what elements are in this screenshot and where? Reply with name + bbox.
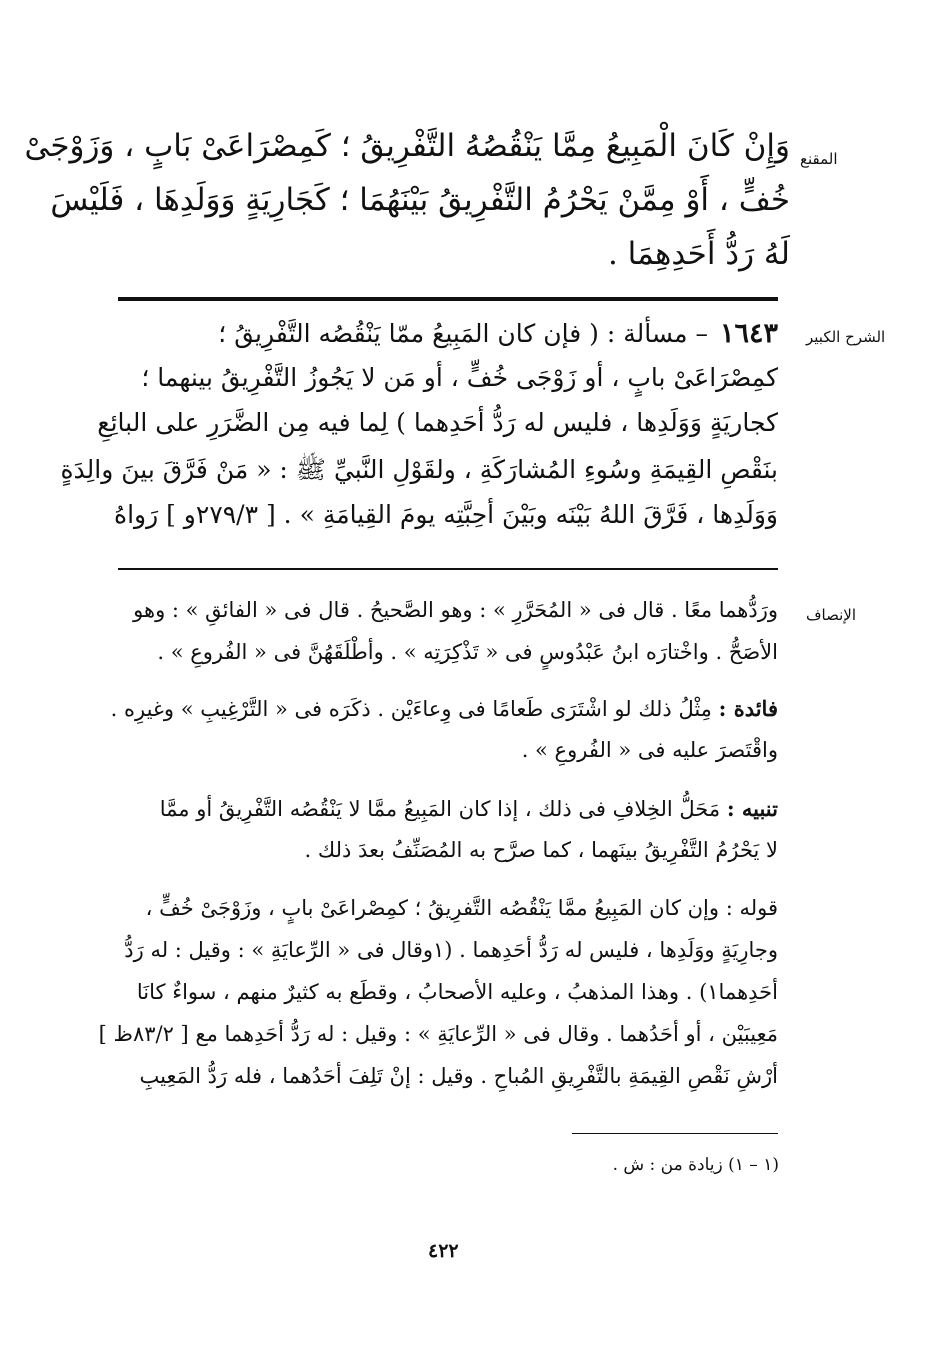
footnote-divider — [572, 1133, 778, 1134]
sharh-line: كجاريَةٍ وَوَلَدِها ، فليس له رَدُّ أحَدِهما ) لِما فيه مِن الضَّرَرِ على البائِعِ — [97, 408, 778, 437]
insaf-line-tanbih — [118, 796, 778, 821]
section-divider — [118, 297, 778, 301]
issue-number: ١٦٤٣ — [719, 318, 778, 349]
insaf-line: مِثْلُ ذلك لو اشْتَرَى طَعامًا فى وِعاءَيْن . ذكَرَه فى « التَّرْغِيبِ » وغيرِه . — [110, 697, 712, 721]
sharh-line: بنَقْصِ القِيمَةِ وسُوءِ المُشارَكَةِ ، ولقَوْلِ النَّبيِّ ﷺ : « مَنْ فَرَّقَ بينَ والِدَةٍ — [60, 455, 778, 484]
insaf-line-faida — [110, 696, 778, 721]
footnote: (١ – ١) زيادة من : ش . — [612, 1155, 779, 1175]
sharh-line: كمِصْرَاعَىْ بابٍ ، أو زَوْجَى خُفٍّ ، أو مَن لا يَجُوزُ التَّفْرِيقُ بينهما ؛ — [141, 363, 778, 392]
section-label-insaf: الإنصاف — [806, 606, 857, 624]
insaf-line: أحَدِهما١) . وهذا المذهبُ ، وعليه الأصحابُ ، وقطَع به كثيرٌ منهم ، سواءٌ كانَا — [136, 980, 778, 1004]
section-label-muqni: المقنع — [800, 150, 838, 168]
sharh-line: وَوَلَدِها ، فَرَّقَ اللهُ بَيْنَه وبَيْنَ أحِبَّتِه يومَ القِيامَةِ » . [ ٢٧٩/٣و ] رَواهُ — [113, 500, 778, 529]
muqni-line: خُفٍّ ، أَوْ مِمَّنْ يَحْرُمُ التَّفْرِيقُ بَيْنَهُمَا ؛ كَجَارِيَةٍ وَوَلَدِهَا ، فَلَيْسَ — [50, 182, 790, 218]
faida-label: فائدة : — [718, 696, 778, 721]
muqni-text — [24, 128, 790, 298]
insaf-line: مَحَلُّ الخِلافِ فى ذلك ، إذا كان المَبِيعُ ممَّا لا يَنْقُصُه التَّفْرِيقُ أو ممَّا — [159, 797, 721, 821]
insaf-line: مَعِيبَيْن ، أو أحَدُهما . وقال فى « الرِّعايَةِ » : وقيل : له رَدُّ أحَدِهما مع [ ٨٣/٢ظ ] — [98, 1022, 778, 1046]
section-divider — [118, 568, 778, 570]
page-number: ٤٢٢ — [428, 1240, 459, 1262]
insaf-line: لا يَحْرُمُ التَّفْرِيقُ بينَهما ، كما صرَّح به المُصَنِّفُ بعدَ ذلك . — [304, 838, 778, 862]
insaf-line: قوله : وإن كان المَبِيعُ ممَّا يَنْقُصُه التَّفرِيقُ ؛ كمِصْراعَىْ بابٍ ، وزَوْجَىْ خُفٍّ ، — [145, 896, 778, 920]
tanbih-label: تنبيه : — [726, 796, 778, 821]
muqni-line: وَإِنْ كَانَ الْمَبِيعُ مِمَّا يَنْقُصُهُ التَّفْرِيقُ ؛ كَمِصْرَاعَىْ بَابٍ ، وَزَوْجَىْ — [24, 128, 790, 164]
section-label-sharh: الشرح الكبير — [806, 328, 886, 346]
insaf-line: واقْتَصرَ عليه فى « الفُروعِ » . — [521, 738, 778, 762]
insaf-line: الأصَحُّ . واخْتارَه ابنُ عَبْدُوسٍ فى « تَذْكِرَتِه » . وأطْلَقَهُنَّ فى « الفُروعِ » . — [157, 640, 778, 664]
insaf-line: وجارِيَةٍ ووَلَدِها ، فليس له رَدُّ أحَدِهما . (١وقال فى « الرِّعايَةِ » : وقيل : له رَدُّ — [124, 938, 778, 962]
sharh-line: – مسألة : ( فإن كان المَبِيعُ ممّا يَنْقُصُه التَّفْرِيقُ ؛ — [218, 319, 708, 348]
sharh-line-first — [118, 318, 778, 349]
insaf-line: أرْشِ نَقْصِ القِيمَةِ بالتَّفْرِيقِ المُباحِ . وقيل : إنْ تَلِفَ أحَدُهما ، فله رَدُّ المَعِيبِ — [139, 1064, 778, 1088]
insaf-text — [98, 598, 778, 1138]
sharh-text — [60, 318, 778, 568]
muqni-line: لَهُ رَدُّ أَحَدِهِمَا . — [607, 236, 790, 272]
insaf-line: ورَدُّهما معًا . قال فى « المُحَرَّرِ » : وهو الصَّحيحُ . قال فى « الفائقِ » : وهو — [133, 598, 778, 622]
